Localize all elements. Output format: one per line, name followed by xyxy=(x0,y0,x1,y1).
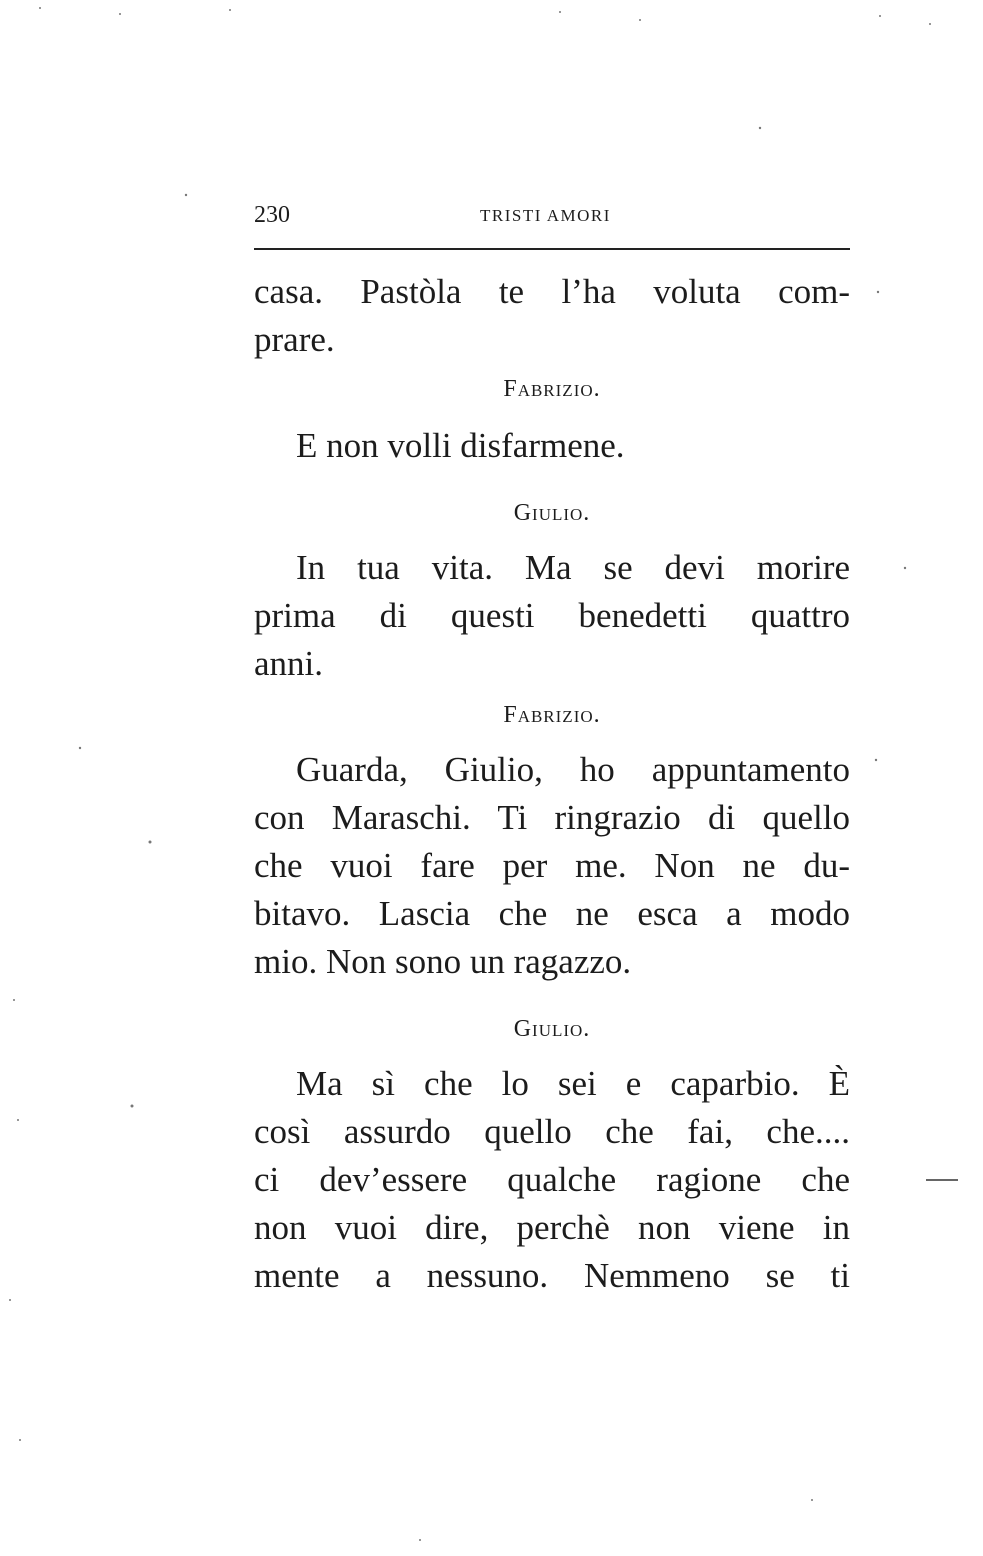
paragraph xyxy=(254,746,850,986)
paragraph xyxy=(254,1060,850,1300)
text-line: casa. Pastòla te l’ha voluta com- xyxy=(254,272,850,311)
paragraph xyxy=(254,544,850,688)
text-line: che vuoi fare per me. Non ne du- xyxy=(254,846,850,885)
speaker-name: Giulio. xyxy=(513,500,591,526)
text-line: anni. xyxy=(254,644,324,683)
text-line: In tua vita. Ma se devi morire xyxy=(296,548,850,587)
speaker-name: Fabrizio. xyxy=(503,376,601,402)
text-line: con Maraschi. Ti ringrazio di quello xyxy=(254,798,850,837)
paragraph xyxy=(254,268,850,364)
text-line: Ma sì che lo sei e caparbio. È xyxy=(296,1064,850,1103)
dialogue-text xyxy=(254,268,850,1300)
speaker-name: Giulio. xyxy=(513,1016,591,1042)
text-line: ci dev’essere qualche ragione che xyxy=(254,1160,850,1199)
text-line: bitavo. Lascia che ne esca a modo xyxy=(254,894,850,933)
speaker-name: Fabrizio. xyxy=(503,702,601,728)
text-line: così assurdo quello che fai, che.... xyxy=(254,1112,850,1151)
text-line: prare. xyxy=(254,320,335,359)
paragraph xyxy=(254,422,850,470)
page-number: 230 xyxy=(254,202,290,228)
running-title: TRISTI AMORI xyxy=(480,206,611,225)
text-line: mente a nessuno. Nemmeno se ti xyxy=(254,1256,850,1295)
header-rule xyxy=(254,248,850,250)
text-line: prima di questi benedetti quattro xyxy=(254,596,850,635)
text-line: non vuoi dire, perchè non viene in xyxy=(254,1208,850,1247)
text-line: mio. Non sono un ragazzo. xyxy=(254,942,632,981)
page-header xyxy=(254,198,850,238)
text-line: Guarda, Giulio, ho appuntamento xyxy=(296,750,850,789)
text-line: E non volli disfarmene. xyxy=(296,426,625,465)
